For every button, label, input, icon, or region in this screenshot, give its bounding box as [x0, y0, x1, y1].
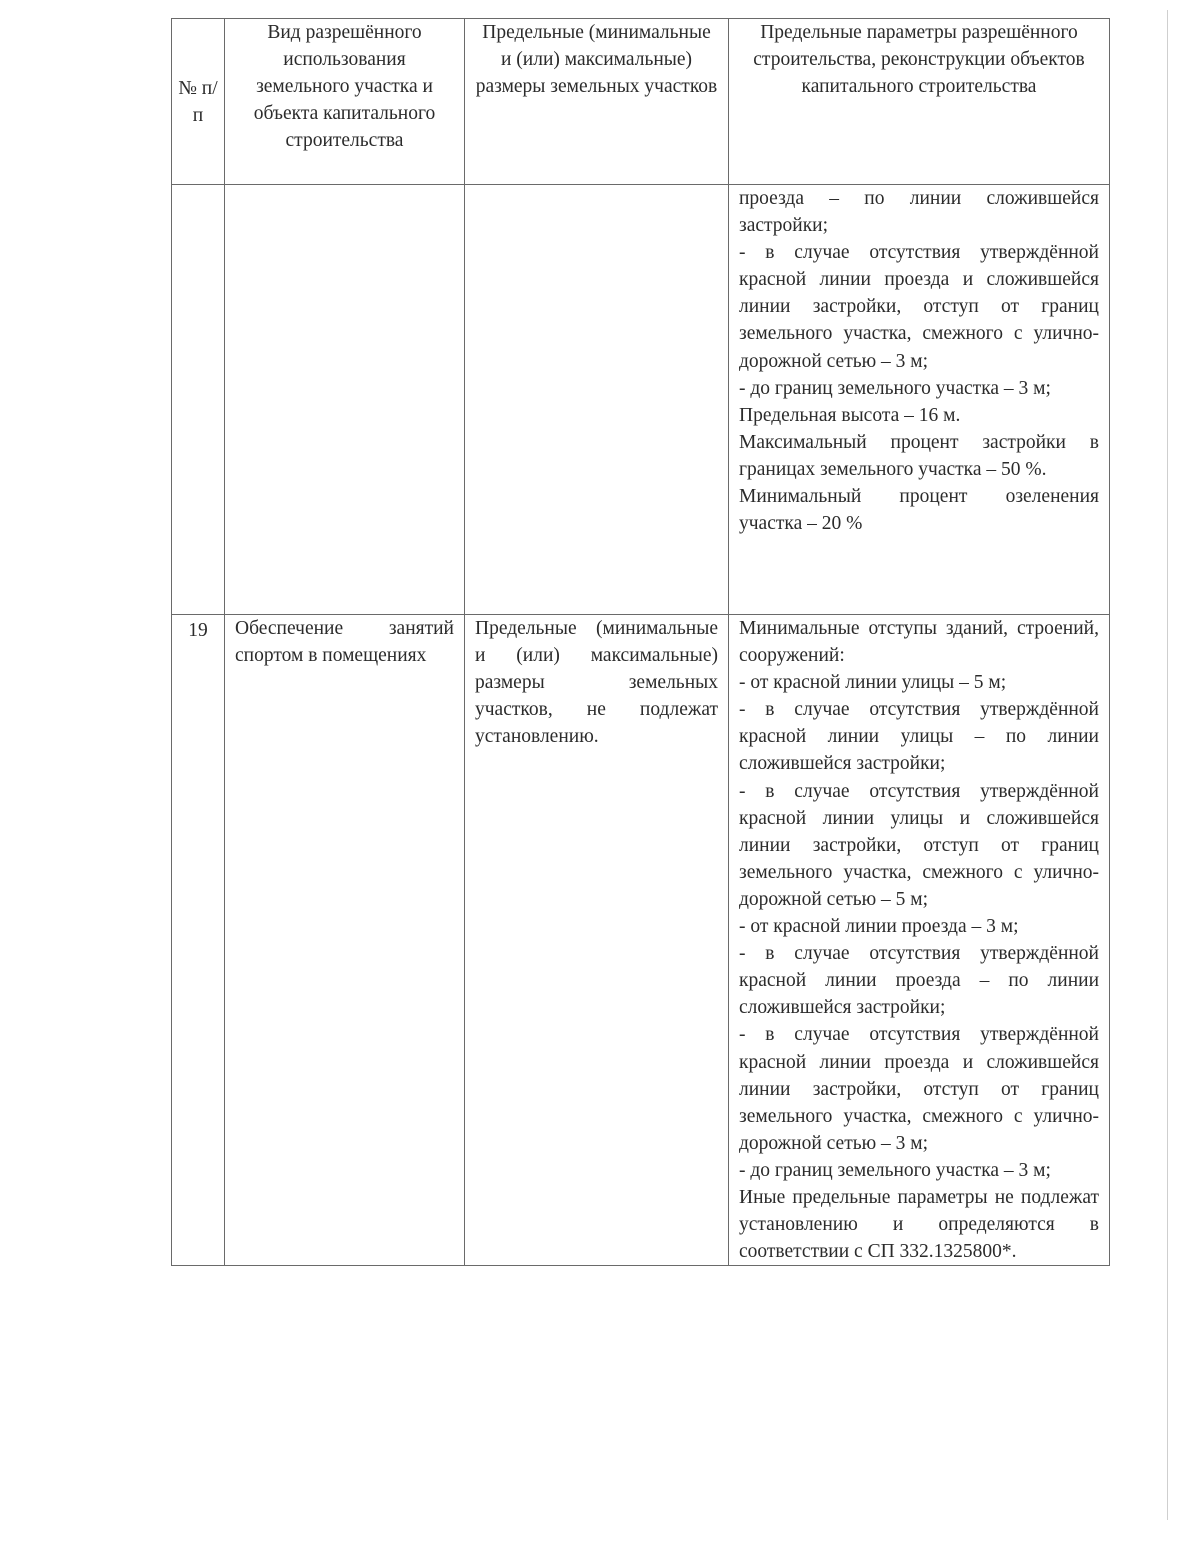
param-line: - в случае отсутствия утверждённой красной линии улицы – по линии сложившейся застройки; [739, 699, 1099, 775]
param-line: - до границ земельного участка – 3 м; [739, 1159, 1051, 1181]
param-line: Минимальные отступы зданий, строений, сооружений: [739, 618, 1099, 667]
param-line: - в случае отсутствия утверждённой красной линии проезда и сложившейся линии застройки, отступ от границ земельного участка, смежного с улично-дорожной сетью – 3 м; [739, 1024, 1099, 1154]
cell-use-type-empty [225, 185, 465, 615]
page-edge-line [1167, 10, 1168, 1520]
row-number: 19 [172, 615, 225, 1266]
cell-params [729, 185, 1110, 615]
header-construction-params: Предельные параметры разрешённого строительства, реконструкции объектов капитального строительства [729, 19, 1110, 185]
cell-sizes-empty [465, 185, 729, 615]
header-plot-sizes: Предельные (минимальные и (или) максимальные) размеры земельных участков [465, 19, 729, 185]
cell-number-empty [172, 185, 225, 615]
param-line: Минимальный процент озеленения участка – 20 % [739, 486, 1099, 535]
header-number: № п/п [172, 19, 225, 185]
table-row [172, 615, 1110, 1266]
param-line: - в случае отсутствия утверждённой красной линии улицы и сложившейся линии застройки, отступ от границ земельного участка, смежного с улично-дорожной сетью – 5 м; [739, 780, 1099, 910]
header-use-type: Вид разрешённого использования земельного участка и объекта капитального строительства [225, 19, 465, 185]
param-line: - до границ земельного участка – 3 м; [739, 377, 1051, 399]
param-line: проезда – по линии сложившейся застройки; [739, 188, 1099, 237]
param-line: Иные предельные параметры не подлежат установлению и определяются в соответствии с СП 332.1325800*. [739, 1186, 1099, 1263]
param-line: Максимальный процент застройки в границах земельного участка – 50 %. [739, 431, 1099, 480]
plot-sizes-cell: Предельные (минимальные и (или) максимальные) размеры земельных участков, не подлежат установлению. [465, 615, 729, 1266]
table-row [172, 185, 1110, 615]
land-use-regulations-table [171, 18, 1110, 1266]
param-line: Предельная высота – 16 м. [739, 404, 961, 426]
param-line: - в случае отсутствия утверждённой красной линии проезда – по линии сложившейся застройки; [739, 943, 1099, 1019]
table-header-row [172, 19, 1110, 185]
use-type-cell: Обеспечение занятий спортом в помещениях [225, 615, 465, 1266]
param-line: - в случае отсутствия утверждённой красной линии проезда и сложившейся линии застройки, отступ от границ земельного участка, смежного с улично-дорожной сетью – 3 м; [739, 242, 1099, 372]
param-line: - от красной линии улицы – 5 м; [739, 672, 1007, 694]
cell-params [729, 615, 1110, 1266]
param-line: - от красной линии проезда – 3 м; [739, 916, 1019, 938]
